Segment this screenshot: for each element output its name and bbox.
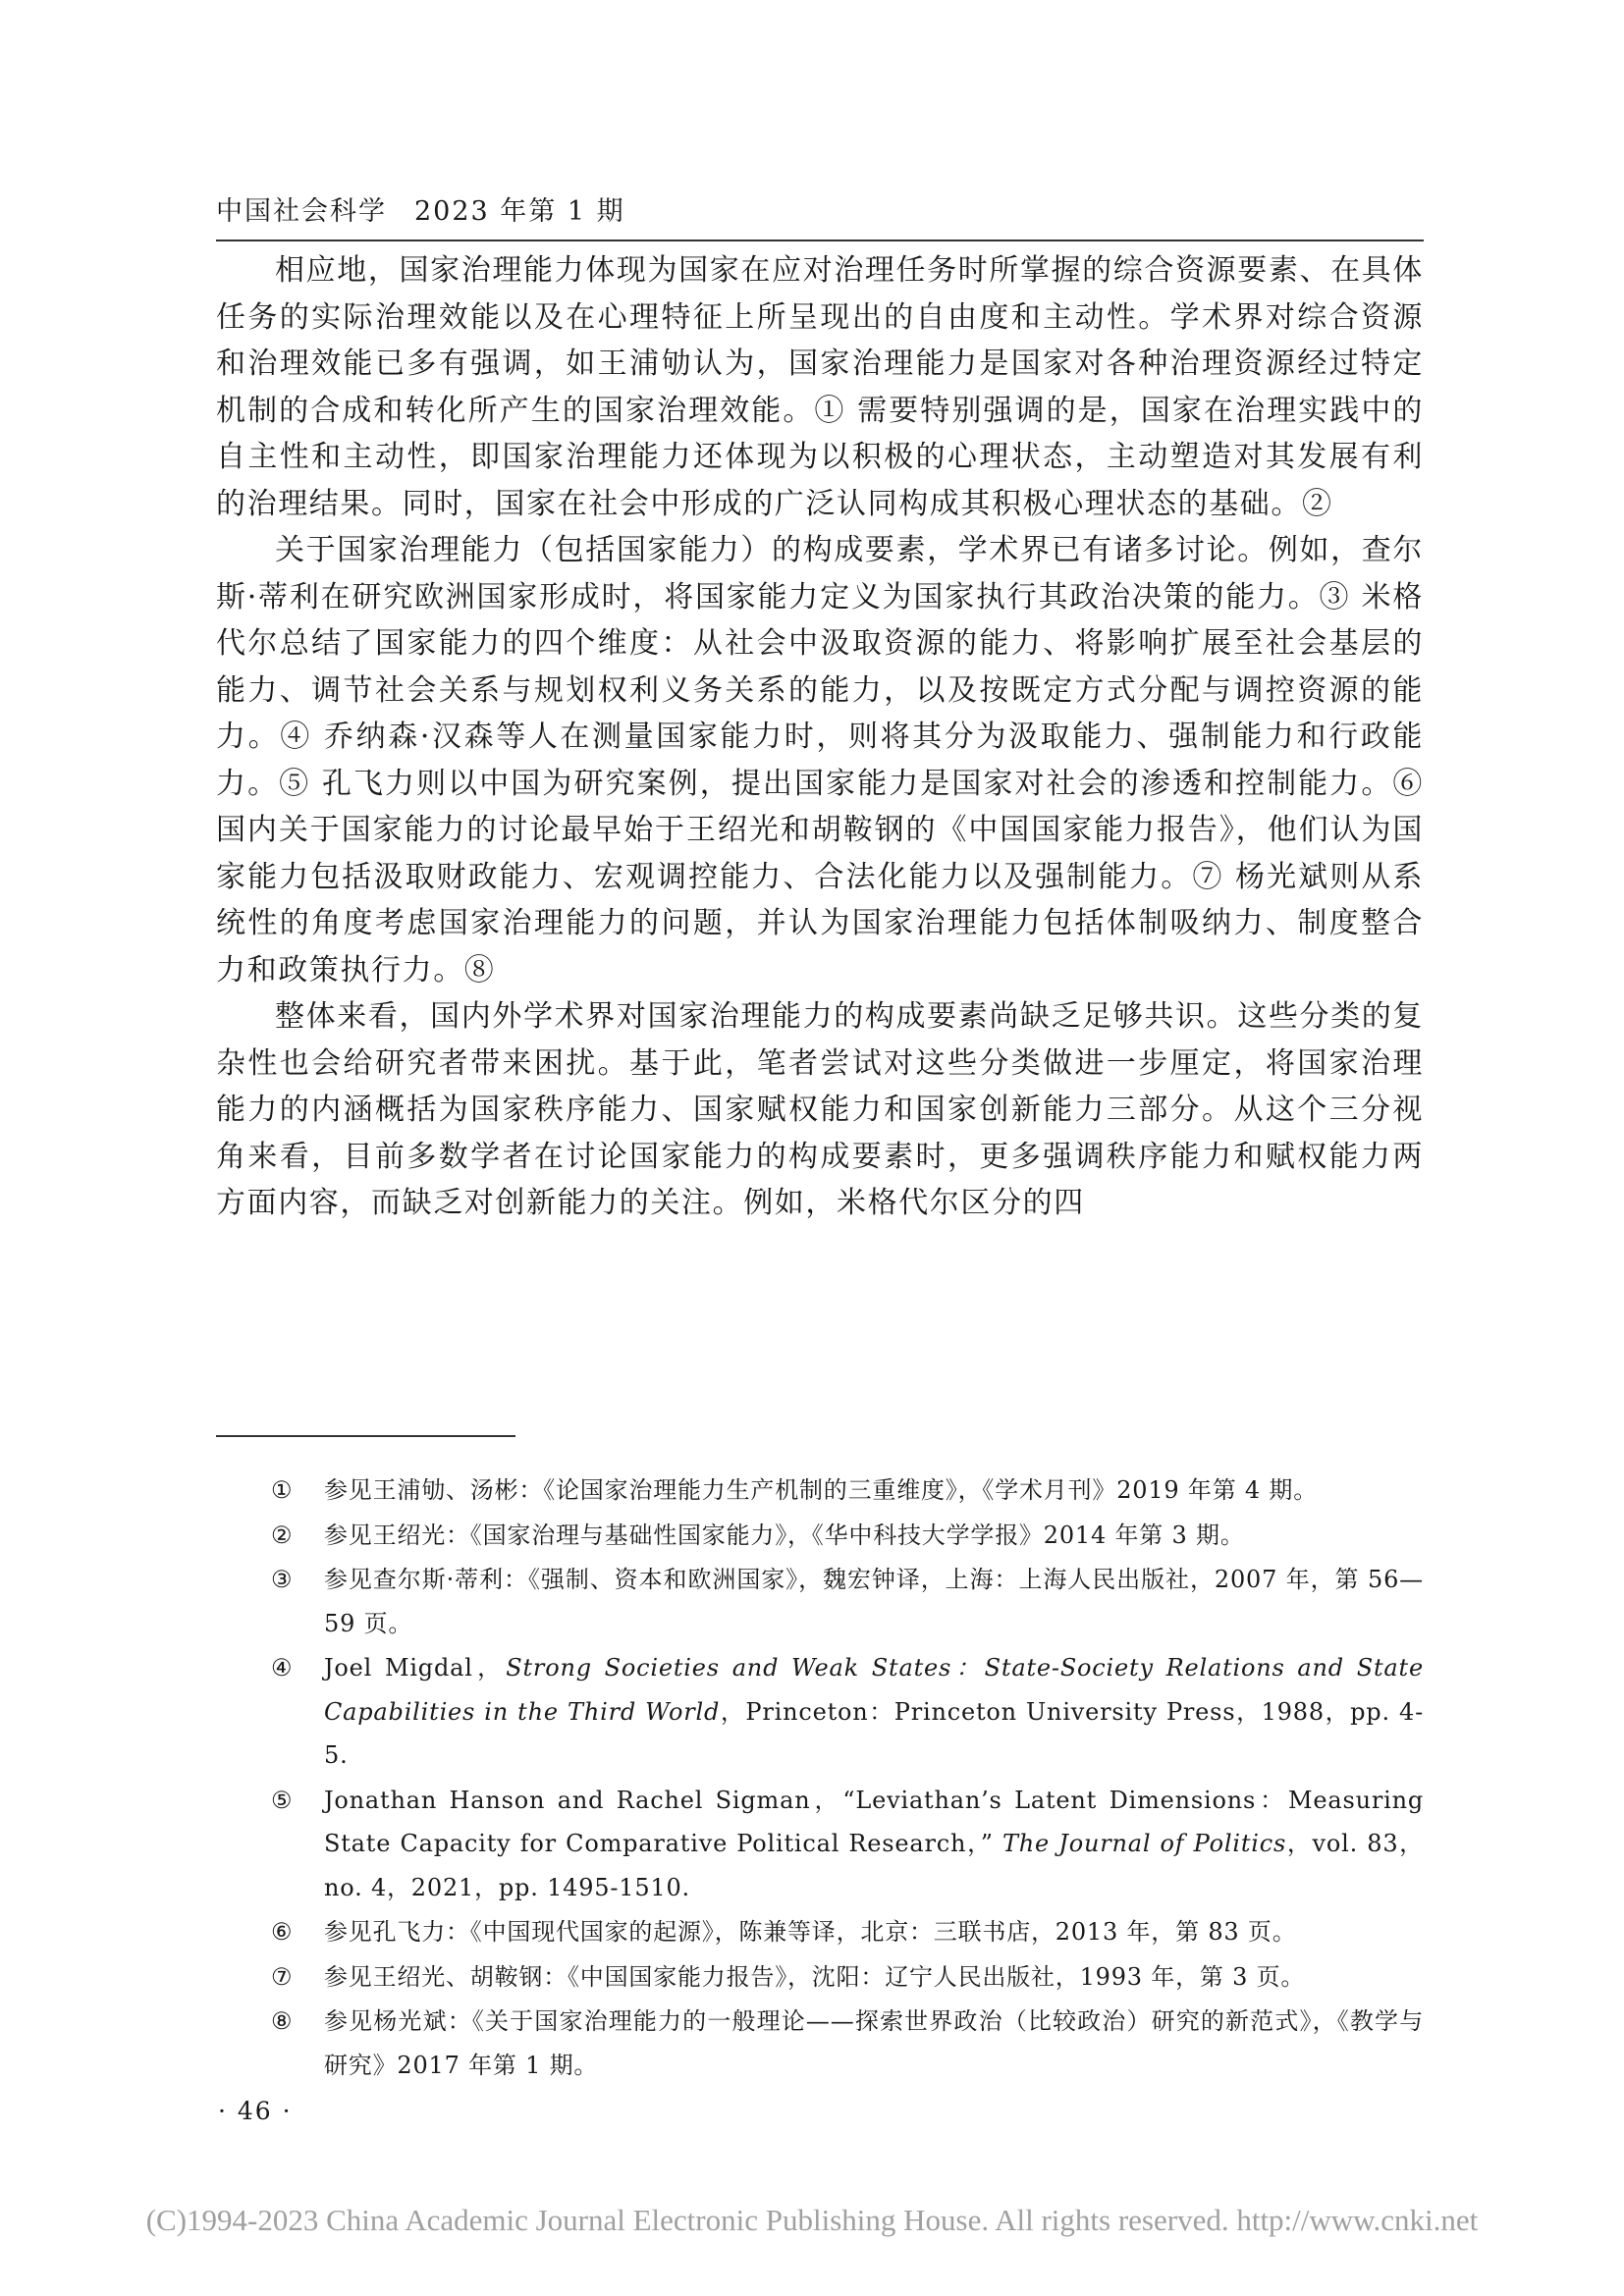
paragraph-1: 相应地，国家治理能力体现为国家在应对治理任务时所掌握的综合资源要素、在具体任务的实际治理效能以及在心理特征上所呈现出的自由度和主动性。学术界对综合资源和治理效能已多有强调，如王浦劬认为，国家治理能力是国家对各种治理资源经过特定机制的合成和转化所产生的国家治理效能。① 需要特别强调的是，国家在治理实践中的自主性和主动性，即国家治理能力还体现为以积极的心理状态，主动塑造对其发展有利的治理结果。同时，国家在社会中形成的广泛认同构成其积极心理状态的基础。② (216, 253, 1424, 521)
footnote-journal-title: The Journal of Politics (1001, 1830, 1287, 1857)
journal-title: 中国社会科学 (216, 196, 387, 227)
footnote-mark: ① (271, 1476, 294, 1504)
footnote-book-title: Strong Societies and Weak States：State-Society Relations and State Capabilities in the Third World (324, 1654, 1424, 1726)
footnote-mark: ④ (271, 1654, 294, 1682)
footnote-8 (271, 2000, 1424, 2087)
footnote-mark: ⑧ (271, 2007, 294, 2035)
footnote-2 (271, 1514, 1424, 1558)
copyright-notice: (C)1994-2023 China Academic Journal Electronic Publishing House. All rights reserved. http://www.cnki.net (145, 2203, 1479, 2237)
footnote-mark: ② (271, 1521, 294, 1549)
footnote-text (324, 1779, 1424, 1910)
page-number: · 46 · (218, 2097, 293, 2125)
paragraph-2: 关于国家治理能力（包括国家能力）的构成要素，学术界已有诸多讨论。例如，查尔斯·蒂利在研究欧洲国家形成时，将国家能力定义为国家执行其政治决策的能力。③ 米格代尔总结了国家能力的四个维度：从社会中汲取资源的能力、将影响扩展至社会基层的能力、调节社会关系与规划权利义务关系的能力，以及按既定方式分配与调控资源的能力。④ 乔纳森·汉森等人在测量国家能力时，则将其分为汲取能力、强制能力和行政能力。⑤ 孔飞力则以中国为研究案例，提出国家能力是国家对社会的渗透和控制能力。⑥ 国内关于国家能力的讨论最早始于王绍光和胡鞍钢的《中国国家能力报告》，他们认为国家能力包括汲取财政能力、宏观调控能力、合法化能力以及强制能力。⑦ 杨光斌则从系统性的角度考虑国家治理能力的问题，并认为国家治理能力包括体制吸纳力、制度整合力和政策执行力。⑧ (216, 533, 1424, 988)
footnote-separator (216, 1435, 515, 1437)
footnote-mark: ③ (271, 1566, 294, 1593)
footnote-author: Joel Migdal， (324, 1654, 507, 1682)
footnotes (271, 1468, 1425, 2088)
paragraph-3: 整体来看，国内外学术界对国家治理能力的构成要素尚缺乏足够共识。这些分类的复杂性也会给研究者带来困扰。基于此，笔者尝试对这些分类做进一步厘定，将国家治理能力的内涵概括为国家秩序能力、国家赋权能力和国家创新能力三部分。从这个三分视角来看，目前多数学者在讨论国家能力的构成要素时，更多强调秩序能力和赋权能力两方面内容，而缺乏对创新能力的关注。例如，米格代尔区分的四 (216, 999, 1424, 1220)
footnote-text (324, 1646, 1424, 1778)
footnote-publication: ，Princeton：Princeton University Press，1988，pp. 4-5. (324, 1697, 1425, 1769)
article-body (216, 247, 1424, 1227)
footnote-7 (271, 1955, 1424, 2000)
footnote-text: 参见杨光斌：《关于国家治理能力的一般理论——探索世界政治（比较政治）研究的新范式》，《教学与研究》2017 年第 1 期。 (324, 2007, 1424, 2079)
footnote-publication: ，vol. 83，no. 4，2021，pp. 1495-1510. (324, 1830, 1424, 1901)
footnote-text: 参见查尔斯·蒂利：《强制、资本和欧洲国家》，魏宏钟译，上海：上海人民出版社，2007 年，第 56—59 页。 (324, 1566, 1424, 1637)
footnote-6 (271, 1910, 1424, 1954)
footnote-1 (271, 1468, 1424, 1513)
footnote-author: Jonathan Hanson and Rachel Sigman，“Leviathan’s Latent Dimensions：Measuring State Capacity for Comparative Political Research，” (324, 1786, 1424, 1857)
footnote-mark: ⑤ (271, 1786, 294, 1814)
running-header (216, 192, 1424, 241)
footnote-text: 参见王绍光、胡鞍钢：《中国国家能力报告》，沈阳：辽宁人民出版社，1993 年，第 3 页。 (324, 1962, 1306, 1991)
footnote-4 (271, 1646, 1425, 1778)
issue-label: 2023 年第 1 期 (414, 196, 625, 227)
footnote-5 (271, 1779, 1424, 1910)
footnote-3 (271, 1558, 1424, 1645)
footnote-text: 参见王浦劬、汤彬：《论国家治理能力生产机制的三重维度》，《学术月刊》2019 年第 4 期。 (324, 1476, 1319, 1504)
footnote-mark: ⑥ (271, 1918, 294, 1946)
footnote-text: 参见王绍光：《国家治理与基础性国家能力》，《华中科技大学学报》2014 年第 3 期。 (324, 1521, 1245, 1549)
footnote-mark: ⑦ (271, 1962, 294, 1991)
footnote-text: 参见孔飞力：《中国现代国家的起源》，陈兼等译，北京：三联书店，2013 年，第 83 页。 (324, 1918, 1297, 1946)
